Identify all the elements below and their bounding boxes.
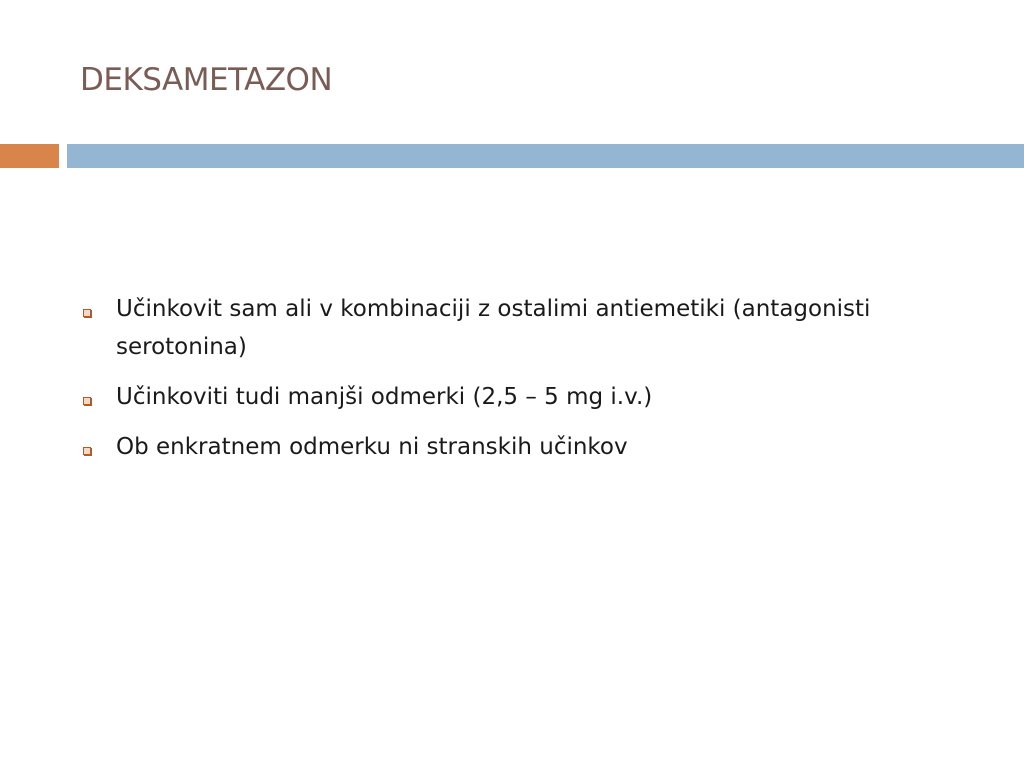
slide-title: DEKSAMETAZON [80,62,333,98]
bullet-list [80,290,980,478]
bullet-text: Ob enkratnem odmerku ni stranskih učinkov [116,434,628,460]
bullet-text: Učinkoviti tudi manjši odmerki (2,5 – 5 mg i.v.) [116,384,653,410]
bullet-item [80,290,980,366]
bullet-text: Učinkovit sam ali v kombinaciji z ostalimi antiemetiki (antagonisti serotonina) [116,296,871,360]
title-accent-bar [0,144,59,168]
bullet-item [80,428,980,466]
square-bullet-icon [83,447,91,455]
bullet-item [80,378,980,416]
title-underline-bar [67,144,1024,168]
square-bullet-icon [83,397,91,405]
square-bullet-icon [83,309,91,317]
